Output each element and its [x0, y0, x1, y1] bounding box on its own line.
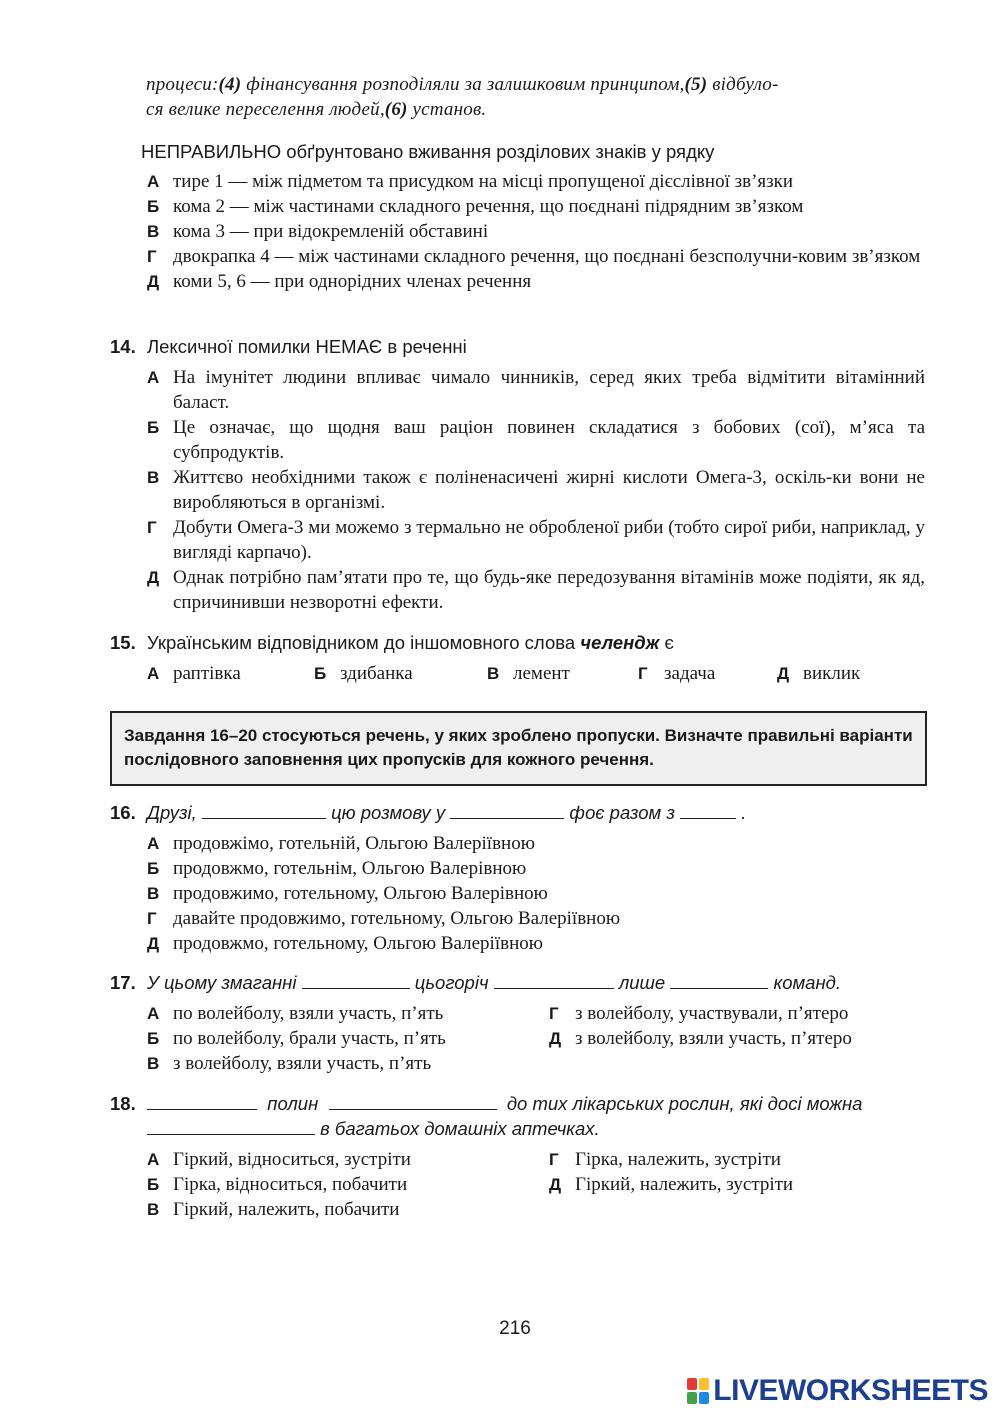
option-b[interactable]: Б кома 2 — між частинами складного речення, що поєднані підрядним зв’язком — [147, 196, 804, 217]
option-a[interactable]: А продовжімо, готельній, Ольгою Валеріївною — [147, 833, 535, 854]
blank-3[interactable] — [147, 1116, 315, 1135]
option-v[interactable]: В Гіркий, належить, побачити — [147, 1199, 400, 1220]
question-15-prompt: 15. Українським відповідником до іншомовного слова челендж є — [110, 632, 674, 653]
instructions-box: Завдання 16–20 стосуються речень, у яких зроблено пропуски. Визначте правильні варіанти послідовного заповнення цих пропусків для кожного речення. — [110, 711, 927, 786]
option-h[interactable]: Г з волейболу, участвували, п’ятеро — [549, 1003, 849, 1024]
question-16-prompt: 16. Друзі, цю розмову у фоє разом з . — [110, 802, 747, 823]
option-v[interactable]: В лемент — [487, 663, 570, 684]
option-a[interactable]: А На імунітет людини впливає чимало чинників, серед яких треба відмітити вітамінний баласт. — [147, 367, 925, 413]
question-15-options — [147, 661, 925, 686]
option-a[interactable]: А раптівка — [147, 663, 241, 684]
page-number: 216 — [499, 1318, 531, 1339]
option-d[interactable]: Д Гіркий, належить, зустріти — [549, 1174, 794, 1195]
question-18-prompt: 18. полин до тих лікарських рослин, які досі можна — [110, 1093, 863, 1114]
option-d[interactable]: Д коми 5, 6 — при однорідних членах речення — [147, 271, 532, 292]
question-18-prompt-line-2: в багатьох домашніх аптечках. — [110, 1116, 925, 1141]
blank-2[interactable] — [329, 1091, 497, 1110]
passage-line-2: ся велике переселення людей,(6) установ. — [146, 99, 487, 120]
passage-fragment — [146, 72, 916, 122]
liveworksheets-watermark — [687, 1374, 988, 1408]
question-16 — [110, 800, 925, 956]
option-b[interactable]: Б по волейболу, брали участь, п’ять — [147, 1028, 446, 1049]
option-a[interactable]: А по волейболу, взяли участь, п’ять — [147, 1003, 444, 1024]
option-d[interactable]: Д з волейболу, взяли участь, п’ятеро — [549, 1028, 852, 1049]
question-17 — [110, 970, 925, 1076]
blank-1[interactable] — [202, 800, 326, 819]
blank-3[interactable] — [670, 970, 768, 989]
option-b[interactable]: Б Це означає, що щодня ваш раціон повинен складатися з бобових (сої), м’яса та субпродуктів. — [147, 417, 925, 463]
option-h[interactable]: Г Гірка, належить, зустріти — [549, 1149, 781, 1170]
option-a[interactable]: А тире 1 — між підметом та присудком на місці пропущеної дієслівної зв’язки — [147, 171, 794, 192]
question-13-options — [147, 169, 925, 294]
question-13-prompt: НЕПРАВИЛЬНО обґрунтовано вживання розділових знаків у рядку — [141, 141, 715, 162]
question-14-options — [147, 365, 925, 615]
option-h[interactable]: Г Добути Омега-3 ми можемо з термально не обробленої риби (тобто сирої риби, наприклад, у вигляді карпачо). — [147, 517, 925, 563]
option-h[interactable]: Г задача — [638, 663, 716, 684]
question-18-options — [147, 1147, 925, 1222]
blank-2[interactable] — [494, 970, 614, 989]
option-v[interactable]: В з волейболу, взяли участь, п’ять — [147, 1053, 432, 1074]
question-17-prompt: 17. У цьому змаганні цьогоріч лише команд. — [110, 972, 842, 993]
option-h[interactable]: Г двокрапка 4 — між частинами складного речення, що поєднані безсполучни-ковим зв’язком — [147, 246, 921, 267]
question-17-options — [147, 1001, 925, 1076]
option-v[interactable]: В кома 3 — при відокремленій обставині — [147, 221, 489, 242]
option-h[interactable]: Г давайте продовжимо, готельному, Ольгою Валеріївною — [147, 908, 621, 929]
option-b[interactable]: Б продовжмо, готельнім, Ольгою Валерівною — [147, 858, 527, 879]
question-13 — [110, 139, 925, 294]
blank-1[interactable] — [147, 1091, 257, 1110]
option-b[interactable]: Б Гірка, відноситься, побачити — [147, 1174, 408, 1195]
option-v[interactable]: В Життєво необхідними також є поліненасичені жирні кислоти Омега-3, оскіль-ки вони не виробляються в організмі. — [147, 467, 925, 513]
option-d[interactable]: Д продовжмо, готельному, Ольгою Валеріївною — [147, 933, 543, 954]
option-d[interactable]: Д Однак потрібно пам’ятати про те, що будь-яке передозування вітамінів може подіяти, як яд, спричинивши незворотні ефекти. — [147, 567, 925, 613]
question-14-prompt: 14. Лексичної помилки НЕМАЄ в реченні — [110, 336, 467, 357]
option-v[interactable]: В продовжимо, готельному, Ольгою Валерівною — [147, 883, 548, 904]
question-18 — [110, 1091, 925, 1222]
question-14 — [110, 334, 925, 615]
blank-1[interactable] — [302, 970, 410, 989]
liveworksheets-logo-icon — [687, 1378, 709, 1404]
option-d[interactable]: Д виклик — [777, 663, 861, 684]
question-15 — [110, 630, 925, 686]
blank-3[interactable] — [680, 800, 736, 819]
option-a[interactable]: А Гіркий, відноситься, зустріти — [147, 1149, 411, 1170]
blank-2[interactable] — [450, 800, 564, 819]
foreign-word: челендж — [580, 632, 660, 653]
watermark-text: LIVEWORKSHEETS — [713, 1374, 988, 1407]
question-16-options — [147, 831, 925, 956]
option-b[interactable]: Б здибанка — [314, 663, 413, 684]
passage-line-1: процеси:(4) фінансування розподіляли за залишковим принципом,(5) відбуло- — [146, 74, 779, 95]
